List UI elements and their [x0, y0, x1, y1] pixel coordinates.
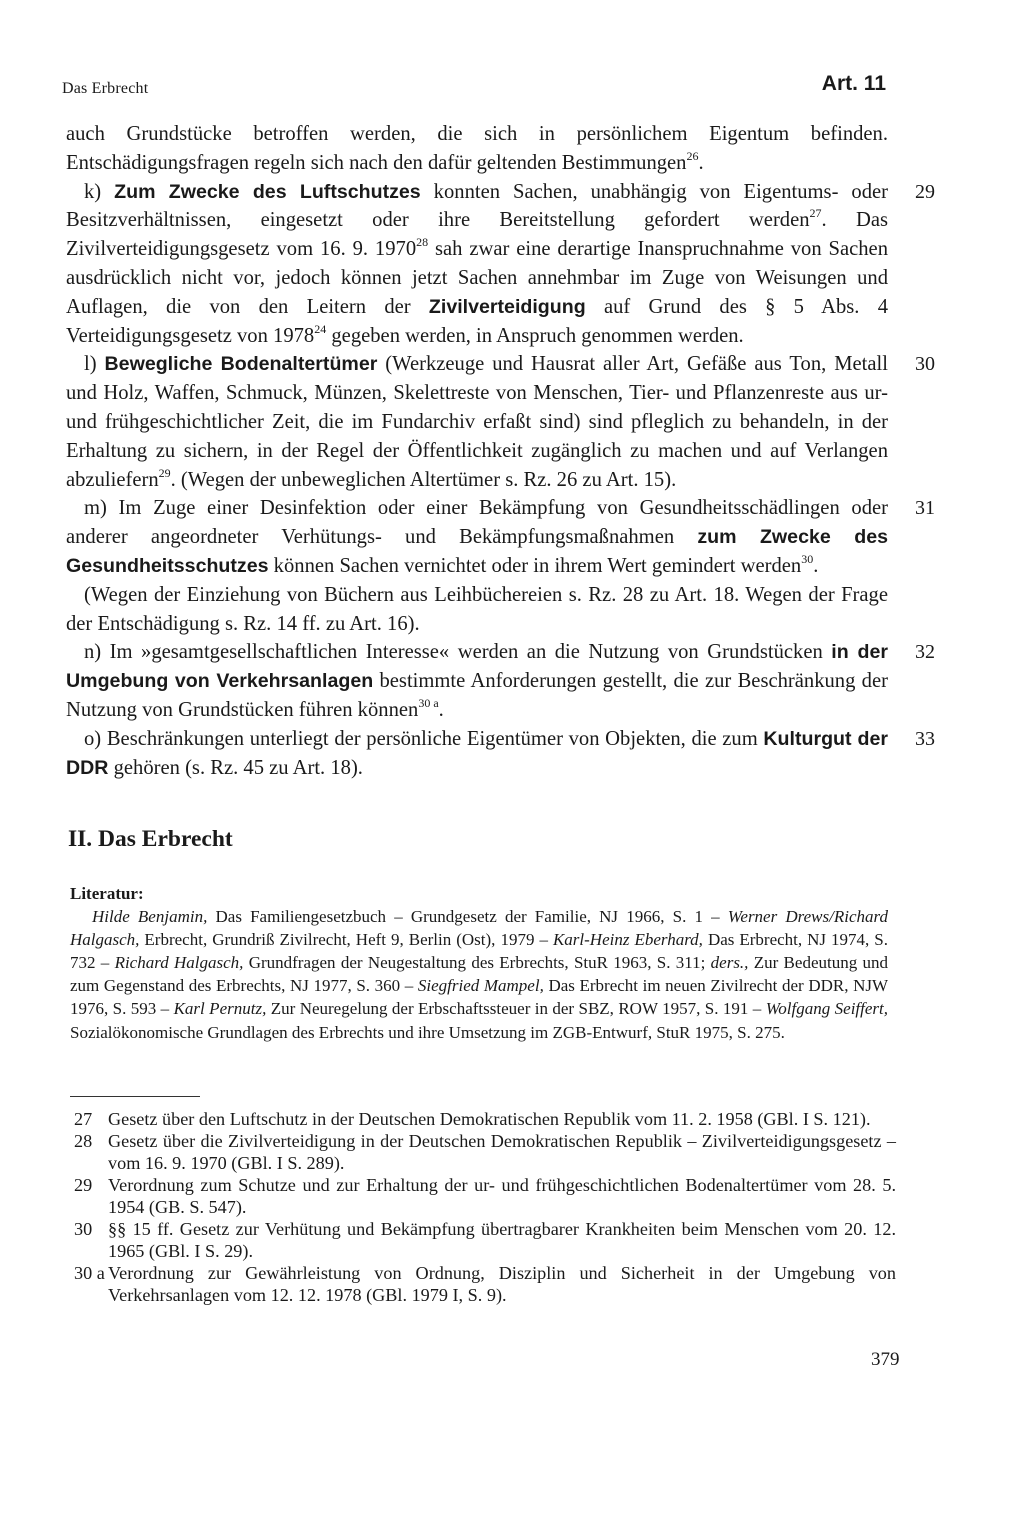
keyword: Zivilverteidigung [428, 295, 586, 318]
citation: Das Erbrecht im neuen Zivilrecht der DDR, NJW 1976, S. 593 – [70, 976, 889, 1019]
paragraph-32 [66, 638, 935, 724]
paragraph-text: k) [84, 180, 115, 203]
main-text [66, 120, 935, 782]
margin-number: 33 [915, 727, 935, 750]
footnote-number: 29 [74, 1175, 93, 1195]
paragraph-text: o) Beschränkungen unterliegt der persönliche Eigentümer von Objekten, die zum [84, 727, 764, 750]
paragraph-text: . (Wegen der unbeweglichen Altertümer s. Rz. 26 zu Art. 15). [170, 468, 677, 491]
citation: Erbrecht, Grundriß Zivilrecht, Heft 9, Berlin (Ost), 1979 – [139, 930, 553, 950]
keyword: in der Umgebung von Verkehrsanlagen [66, 641, 888, 693]
keyword: Bewegliche Bodenaltertümer [104, 353, 378, 376]
paragraph-text: auf Grund des § 5 Abs. 4 Verteidigungsgesetz von 1978 [66, 295, 888, 347]
footnote-ref[interactable]: 26 [686, 148, 699, 163]
footnote [74, 1174, 896, 1218]
footnotes [74, 1108, 896, 1306]
author: Karl Pernutz, [173, 999, 267, 1019]
paragraph-text: m) Im Zuge einer Desinfektion oder einer Bekämpfung von Gesundheitsschädlingen oder anderer angeordneter Verhütungs- und Bekämpfungsmaßnahmen [66, 497, 888, 549]
footnote-divider [70, 1096, 200, 1097]
paragraph-text: auch Grundstücke betroffen werden, die sich in persönlichem Eigentum befinden. Entschädigungsfragen regeln sich nach den dafür geltenden Bestimmungen [66, 123, 888, 174]
footnote-number: 28 [74, 1131, 93, 1151]
footnote-ref[interactable]: 24 [314, 321, 327, 336]
footnote [74, 1130, 896, 1174]
author: ders., [710, 953, 749, 973]
keyword: zum Zwecke des Gesundheitsschutzes [66, 526, 888, 577]
paragraph-text: n) Im »gesamtgesellschaftlichen Interesse« werden an die Nutzung von Grundstücken [84, 641, 832, 664]
footnote-ref[interactable]: 30 [801, 551, 814, 566]
literature-list [70, 905, 888, 1044]
footnote-text: Verordnung zum Schutze und zur Erhaltung der ur- und frühgeschichtlichen Bodenaltertümer vom 28. 5. 1954 (GB. S. 547). [108, 1175, 896, 1217]
paragraph-text: . [813, 554, 819, 577]
footnote-text: Gesetz über den Luftschutz in der Deutschen Demokratischen Republik vom 11. 2. 1958 (GBl. I S. 121). [108, 1109, 871, 1129]
margin-number: 30 [915, 353, 935, 376]
margin-number: 31 [915, 497, 935, 520]
footnote-number: 30 [74, 1219, 93, 1239]
paragraph-30 [66, 350, 935, 494]
margin-number: 29 [915, 180, 935, 203]
paragraph-text: können Sachen vernichtet oder in ihrem Wert gemindert werden [268, 554, 802, 577]
paragraph-text: l) [84, 353, 105, 376]
paragraph-31-note: (Wegen der Einziehung von Büchern aus Leihbüchereien s. Rz. 28 zu Art. 18. Wegen der Frage der Entschädigung s. Rz. 14 ff. zu Art. 16). [66, 583, 888, 635]
paragraph-33 [66, 725, 935, 783]
paragraph-text: . [438, 698, 444, 721]
paragraph-text: gegeben werden, in Anspruch genommen werden. [326, 324, 744, 347]
page-number: 379 [871, 1349, 900, 1370]
keyword: Kulturgut der DDR [66, 727, 889, 779]
citation: Zur Bedeutung und zum Gegenstand des Erbrechts, NJ 1977, S. 360 – [70, 953, 888, 996]
author: Hilde Benjamin, [92, 907, 208, 927]
margin-number: 32 [915, 641, 935, 664]
paragraph-text: bestimmte Anforderungen gestellt, die zur Beschränkung der Nutzung von Grundstücken führen können [66, 670, 888, 721]
article-number: Art. 11 [821, 72, 886, 95]
paragraph-31 [66, 494, 935, 580]
paragraph-text: . Das Zivilverteidigungsgesetz vom 16. 9. 1970 [66, 209, 889, 261]
footnote-ref[interactable]: 28 [416, 235, 429, 250]
footnote-text: §§ 15 ff. Gesetz zur Verhütung und Bekämpfung übertragbarer Krankheiten beim Menschen vom 20. 12. 1965 (GBl. I S. 29). [108, 1219, 896, 1261]
paragraph-29 [66, 178, 935, 351]
keyword: Zum Zwecke des Luftschutzes [114, 180, 421, 203]
citation: Das Erbrecht, NJ 1974, S. 732 – [70, 930, 888, 973]
paragraph-text: konnten Sachen, unabhängig von Eigentums- oder Besitzverhältnissen, eingesetzt oder ihre Bereitstellung gefordert werden [66, 180, 888, 232]
author: Werner Drews/Richard Halgasch, [70, 907, 889, 950]
author: Richard Halgasch, [114, 953, 244, 973]
footnote-number: 27 [74, 1109, 93, 1129]
author: Karl-Heinz Eberhard, [552, 930, 703, 950]
footnote-ref[interactable]: 29 [158, 465, 171, 480]
citation: Das Familiengesetzbuch – Grundgesetz der Familie, NJ 1966, S. 1 – [207, 907, 728, 927]
footnote [74, 1108, 896, 1130]
literature-label: Literatur: [70, 884, 144, 903]
running-title: Das Erbrecht [62, 80, 149, 97]
section-heading: II. Das Erbrecht [68, 826, 233, 852]
citation: Sozialökonomische Grundlagen des Erbrechts und ihre Umsetzung im ZGB-Entwurf, StuR 1975, S. 275. [70, 1022, 785, 1042]
footnote-ref[interactable]: 27 [809, 206, 822, 221]
paragraph-text: sah zwar eine derartige Inanspruchnahme von Sachen ausdrücklich nicht vor, jedoch können jetzt Sachen annehmbar im Zuge von Weisungen und Auflagen, die von den Leitern der [66, 238, 888, 318]
footnote-number: 30 a [74, 1263, 105, 1283]
footnote [74, 1218, 896, 1262]
paragraph-text: gehören (s. Rz. 45 zu Art. 18). [108, 756, 363, 779]
footnote [74, 1262, 896, 1306]
literature-block [70, 882, 888, 1044]
paragraph-28-continuation [66, 120, 888, 178]
footnote-text: Gesetz über die Zivilverteidigung in der Deutschen Demokratischen Republik – Zivilverteidigungsgesetz – vom 16. 9. 1970 (GBl. I S. 289). [108, 1131, 896, 1173]
author: Siegfried Mampel, [417, 976, 544, 996]
footnote-ref[interactable]: 30 a [418, 695, 439, 710]
author: Wolfgang Seiffert, [765, 999, 889, 1019]
citation: Zur Neuregelung der Erbschaftssteuer in der SBZ, ROW 1957, S. 191 – [266, 999, 766, 1019]
paragraph-text: (Werkzeuge und Hausrat aller Art, Gefäße aus Ton, Metall und Holz, Waffen, Schmuck, Münzen, Skelettreste von Menschen, Tier- und Pflanzenreste aus ur- und frühgeschichtlicher Zeit, die im Fundarchiv erfaßt sind) sind pfleglich zu behandeln, in der Erhaltung zu sichern, in der Regel der Öffentlichkeit zugänglich zu machen und auf Verlangen abzuliefern [66, 353, 888, 491]
citation: Grundfragen der Neugestaltung des Erbrechts, StuR 1963, S. 311; [243, 953, 711, 973]
paragraph-text: . [698, 151, 704, 174]
footnote-text: Verordnung zur Gewährleistung von Ordnung, Disziplin und Sicherheit in der Umgebung von Verkehrsanlagen vom 12. 12. 1978 (GBl. 1979 I, S. 9). [108, 1263, 896, 1305]
